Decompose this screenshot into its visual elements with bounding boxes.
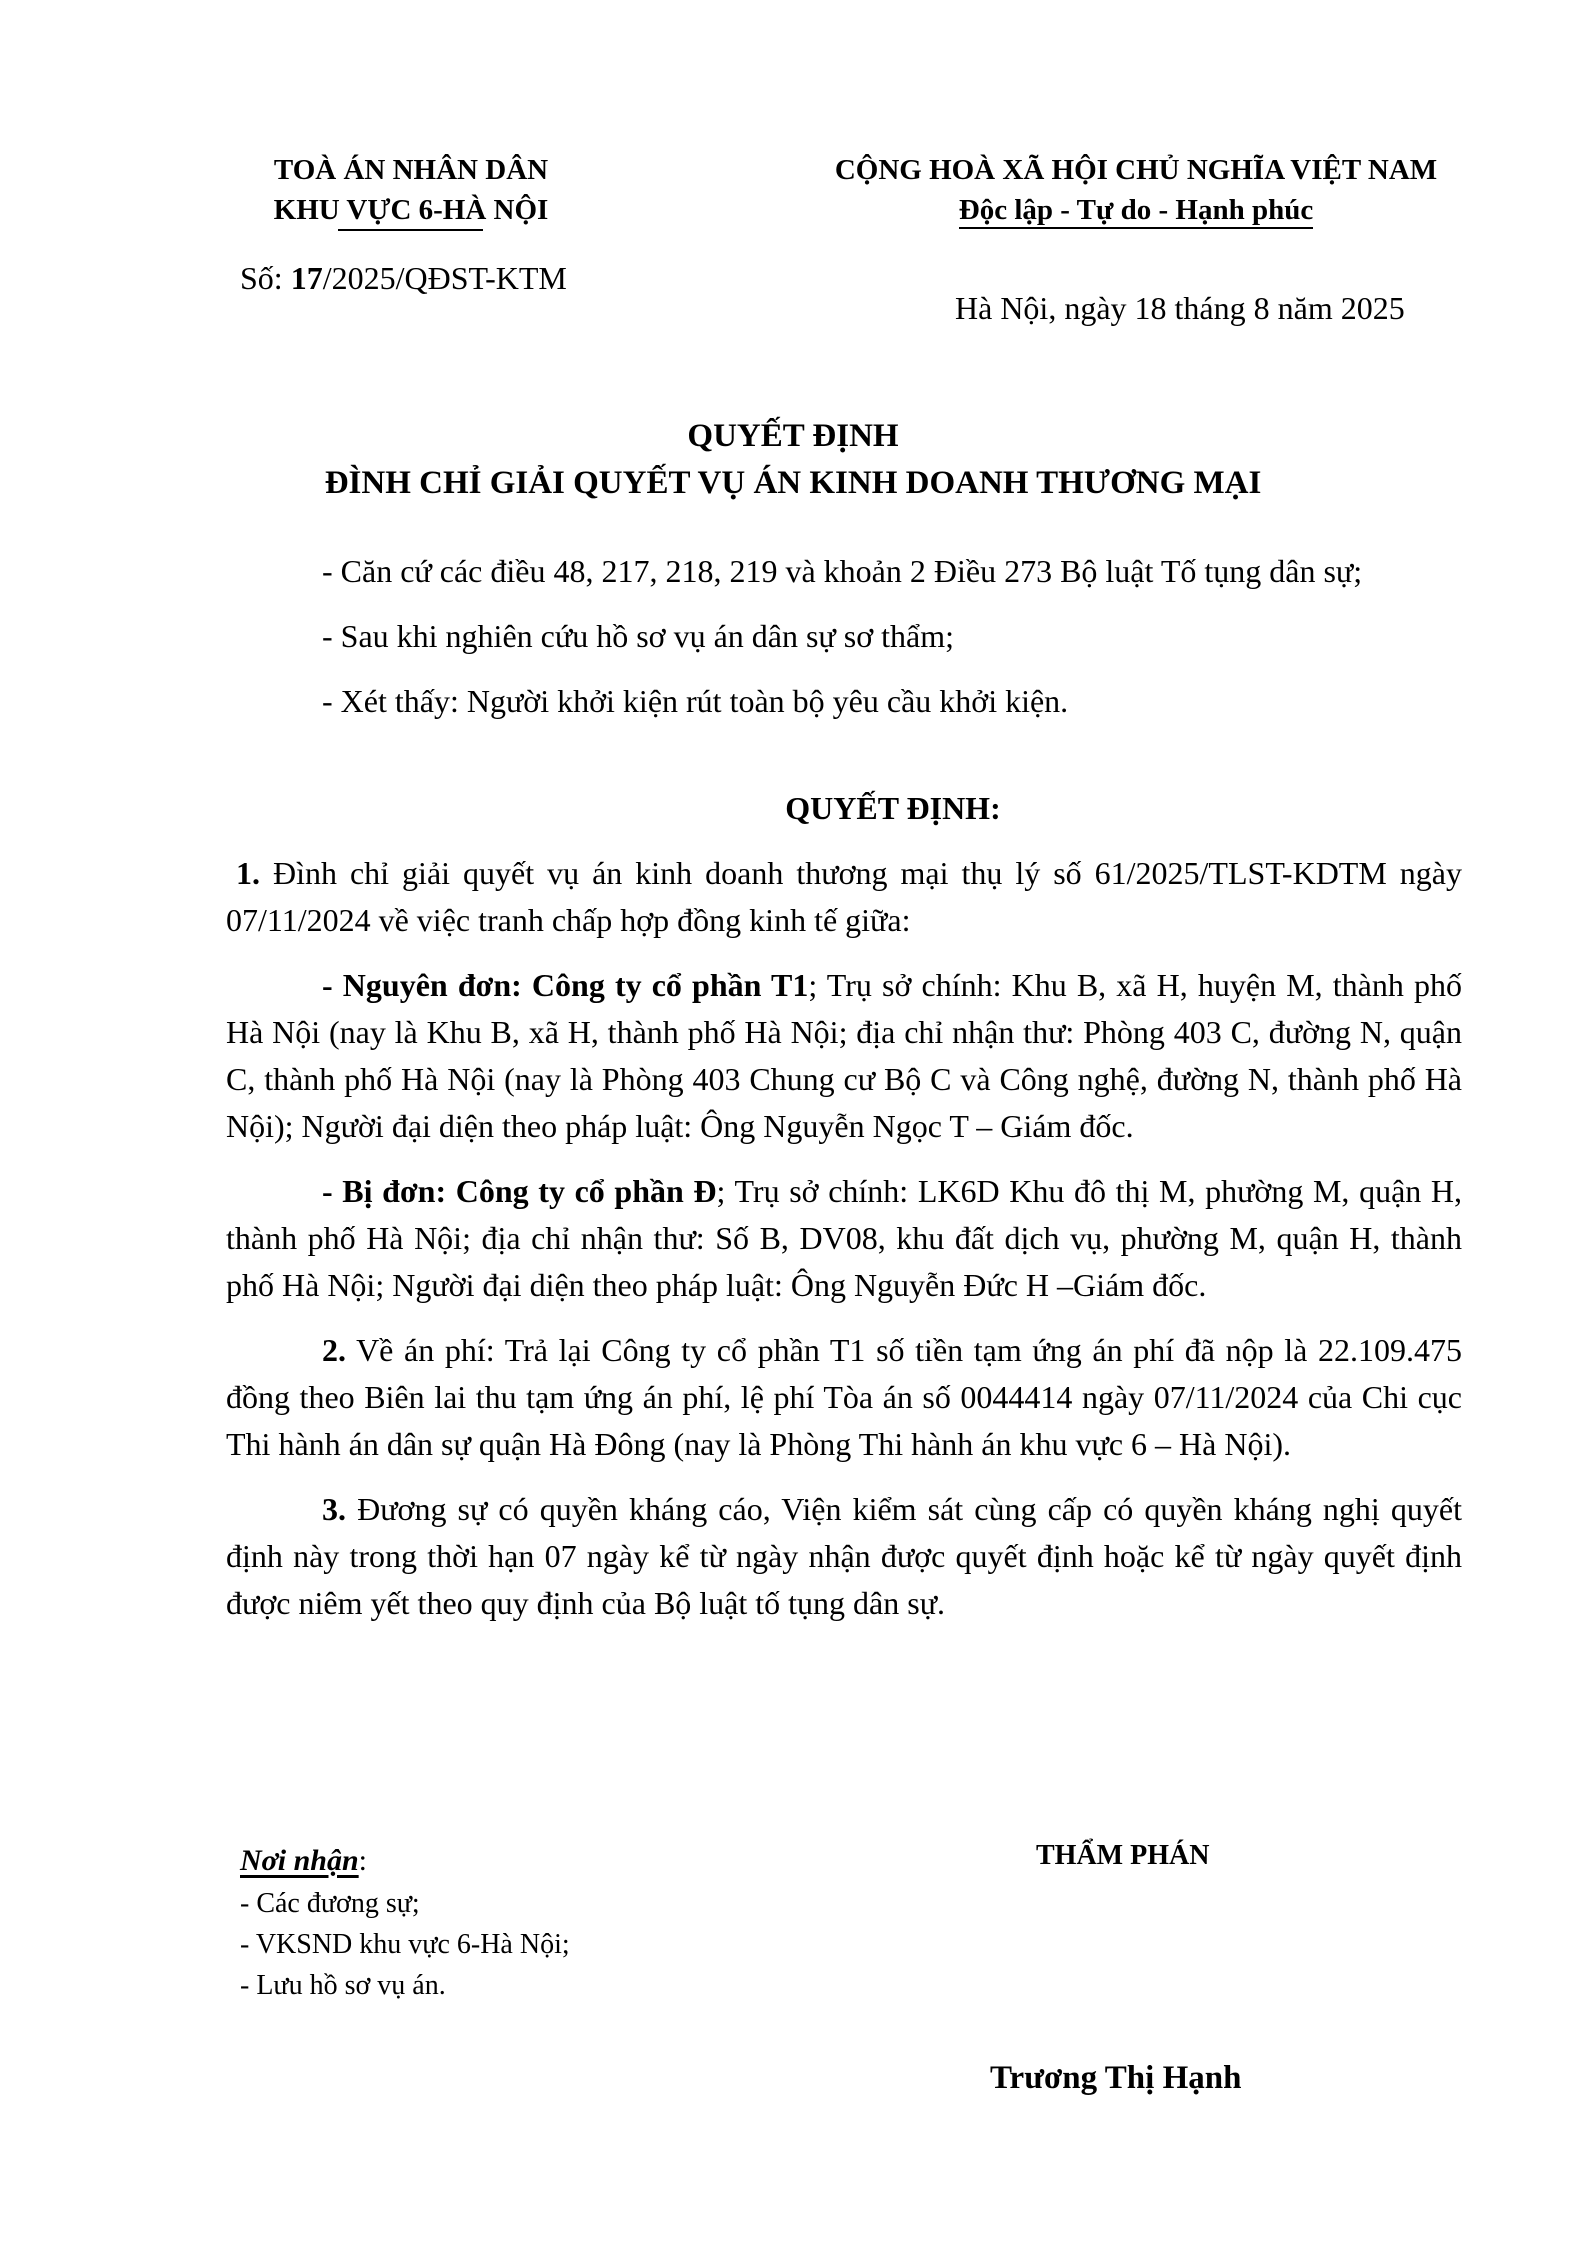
item-2-text: Về án phí: Trả lại Công ty cổ phần T1 số tiền tạm ứng án phí đã nộp là 22.109.475 đồng theo Biên lai thu tạm ứng án phí, lệ phí Tòa án số 0044414 ngày 07/11/2024 của Chi cục Thi hành án dân sự quận Hà Đông (nay là Phòng Thi hành án khu vực 6 – Hà Nội).: [226, 1332, 1462, 1462]
item-2: [226, 1327, 1462, 1468]
recipients-heading: [240, 1840, 570, 1881]
national-motto: [796, 150, 1476, 230]
court-underline: [338, 229, 483, 231]
item-1: [226, 850, 1462, 944]
signer-role: THẨM PHÁN: [1036, 1840, 1210, 1871]
recipient-item: - VKSND khu vực 6-Hà Nội;: [240, 1929, 570, 1960]
court-line-2-text: KHU VỰC 6-HÀ NỘI: [273, 194, 549, 226]
recipient-item: - Lưu hồ sơ vụ án.: [240, 1970, 446, 2001]
court-line-2: [226, 190, 596, 230]
number-prefix: Số:: [240, 260, 291, 296]
plaintiff-label: - Nguyên đơn: Công ty cổ phần T1: [322, 967, 809, 1003]
place-date: Hà Nội, ngày 18 tháng 8 năm 2025: [955, 290, 1405, 326]
recipients-heading-text: Nơi nhận: [240, 1844, 359, 1877]
item-3: [226, 1486, 1462, 1627]
recipients-colon: :: [358, 1844, 367, 1877]
decision-items: [226, 850, 1462, 1627]
nation-line-2: [796, 190, 1476, 230]
court-line-1: TOÀ ÁN NHÂN DÂN: [273, 154, 549, 186]
basis-3: - Xét thấy: Người khởi kiện rút toàn bộ yêu cầu khởi kiện.: [322, 683, 1069, 719]
item-3-number: 3.: [322, 1491, 346, 1527]
signer-name: Trương Thị Hạnh: [990, 2060, 1242, 2096]
court-name: [226, 150, 596, 230]
motto-text: Độc lập - Tự do - Hạnh phúc: [959, 193, 1314, 229]
decision-heading: QUYẾT ĐỊNH:: [785, 790, 1001, 826]
basis-1: - Căn cứ các điều 48, 217, 218, 219 và khoản 2 Điều 273 Bộ luật Tố tụng dân sự;: [322, 553, 1363, 589]
item-1-number: 1.: [236, 855, 260, 891]
item-3-text: Đương sự có quyền kháng cáo, Viện kiểm sát cùng cấp có quyền kháng nghị quyết định này trong thời hạn 07 ngày kể từ ngày nhận được quyết định hoặc kể từ ngày quyết định được niêm yết theo quy định của Bộ luật tố tụng dân sự.: [226, 1491, 1462, 1621]
bases-block: [226, 548, 1462, 725]
title-line-2: ĐÌNH CHỈ GIẢI QUYẾT VỤ ÁN KINH DOANH THƯƠNG MẠI: [324, 465, 1262, 501]
recipient-item: - Các đương sự;: [240, 1888, 420, 1919]
nation-line-1: CỘNG HOÀ XÃ HỘI CHỦ NGHĨA VIỆT NAM: [834, 154, 1438, 186]
defendant-paragraph: [226, 1168, 1462, 1309]
defendant-label: - Bị đơn: Công ty cổ phần Đ: [322, 1173, 717, 1209]
item-2-number: 2.: [322, 1332, 346, 1368]
number-suffix: /2025/QĐST-KTM: [322, 260, 567, 296]
number-bold: 17: [290, 260, 323, 296]
item-1-text: Đình chỉ giải quyết vụ án kinh doanh thương mại thụ lý số 61/2025/TLST-KDTM ngày 07/11/2024 về việc tranh chấp hợp đồng kinh tế giữa:: [226, 855, 1462, 938]
basis-2: - Sau khi nghiên cứu hồ sơ vụ án dân sự sơ thẩm;: [322, 618, 955, 654]
title-line-1: QUYẾT ĐỊNH: [687, 418, 899, 454]
defendant-text: ; Trụ sở chính: LK6D Khu đô thị M, phường M, quận H, thành phố Hà Nội; địa chỉ nhận thư: Số B, DV08, khu đất dịch vụ, phường M, quận H, thành phố Hà Nội; Người đại diện theo pháp luật: Ông Nguyễn Đức H –Giám đốc.: [226, 1173, 1463, 1303]
plaintiff-paragraph: [226, 962, 1462, 1150]
recipients-block: [240, 1840, 570, 2006]
document-number: [240, 260, 567, 297]
plaintiff-text: ; Trụ sở chính: Khu B, xã H, huyện M, thành phố Hà Nội (nay là Khu B, xã H, thành phố Hà Nội; địa chỉ nhận thư: Phòng 403 C, đường N, quận C, thành phố Hà Nội (nay là Phòng 403 Chung cư Bộ C và Công nghệ, đường N, thành phố Hà Nội); Người đại diện theo pháp luật: Ông Nguyễn Ngọc T – Giám đốc.: [226, 967, 1463, 1144]
